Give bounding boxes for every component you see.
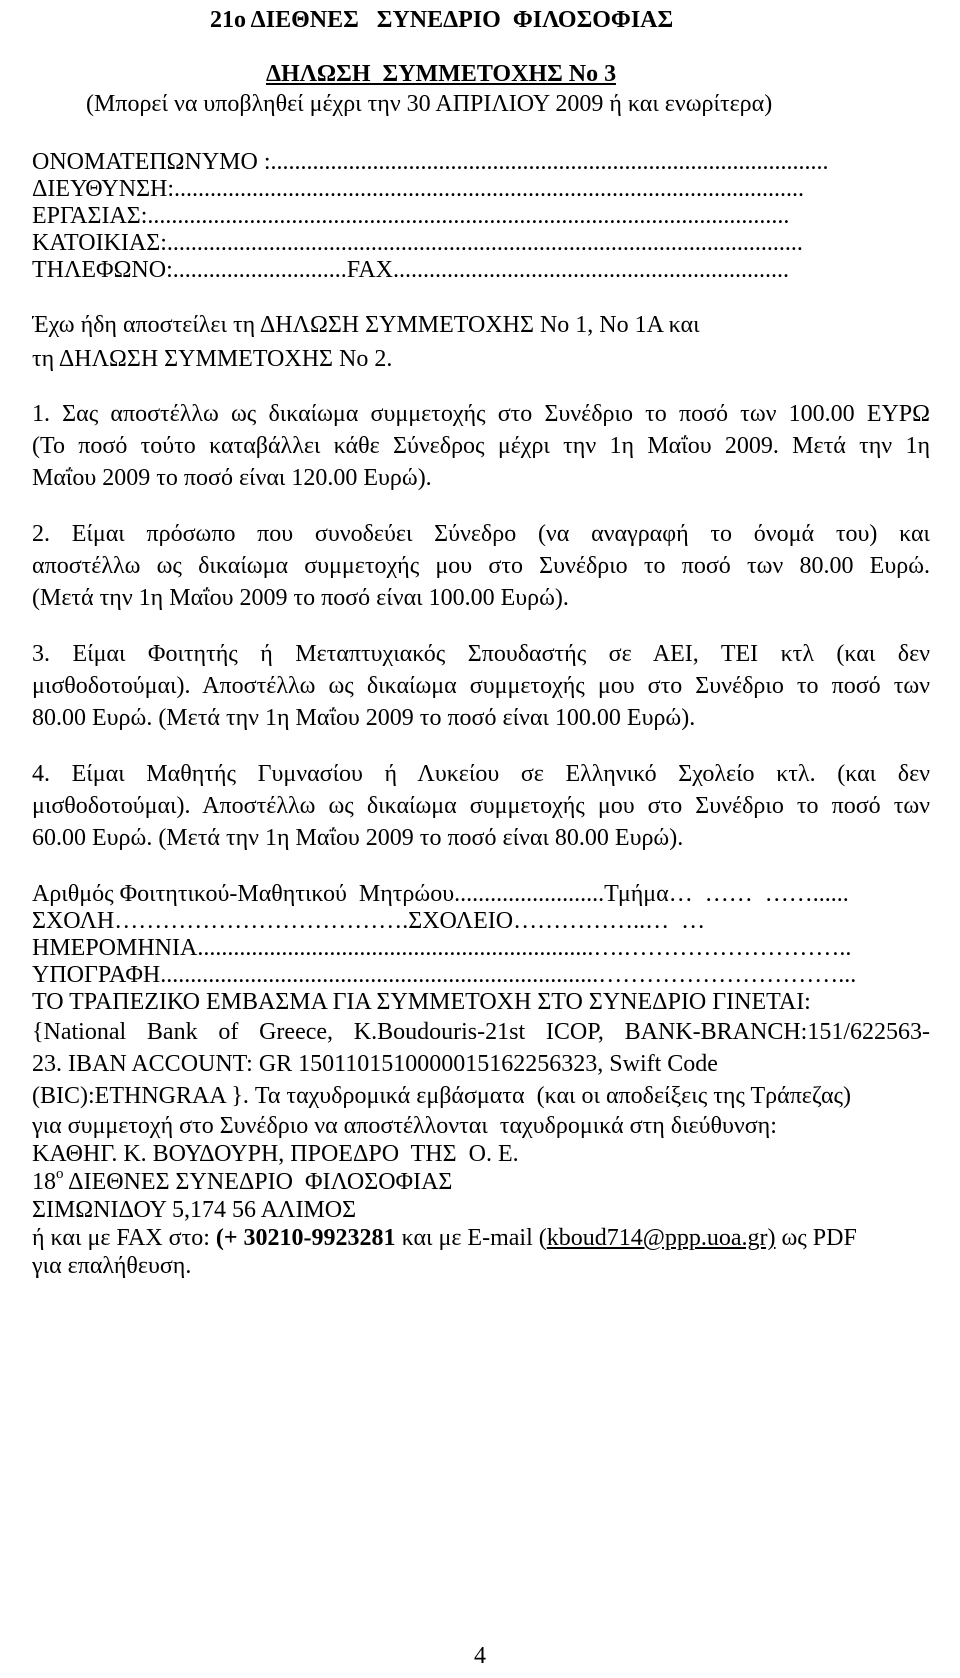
recipient-name: ΚΑΘΗΓ. Κ. ΒΟΥΔΟΥΡΗ, ΠΡΟΕΔΡΟ ΤΗΣ Ο. Ε. [32, 1141, 519, 1167]
organization-name: ΔΙΕΘΝΕΣ ΣΥΝΕΔΡΙΟ ΦΙΛΟΣΟΦΙΑΣ [63, 1169, 453, 1195]
option-3-line-3: 80.00 Ευρώ. (Μετά την 1η Μαΐου 2009 το ποσό είναι 100.00 Ευρώ). [32, 705, 696, 731]
date-field: ΗΜΕΡΟΜΗΝΙΑ..................................................................….……………………….. [32, 935, 852, 961]
bank-transfer-heading: ΤΟ ΤΡΑΠΕΖΙΚΟ ΕΜΒΑΣΜΑ ΓΙΑ ΣΥΜΜΕΤΟΧΗ ΣΤΟ ΣΥΝΕΔΡΙΟ ΓΙΝΕΤΑΙ: [32, 989, 811, 1015]
option-2-line-1: 2. Είμαι πρόσωπο που συνοδεύει Σύνεδρο (να αναγραφή το όνομά του) και [32, 521, 930, 547]
signature-field: ΥΠΟΓΡΑΦΗ.........................................................................…………………………... [32, 962, 857, 988]
address-field: ΔΙΕΥΘΥΝΣΗ:......................................................................................................... [32, 176, 805, 202]
registry-number-field: Αριθμός Φοιτητικού-Μαθητικού Μητρώου.........................Τμήμα… …… ……...... [32, 881, 849, 907]
option-2-line-2: αποστέλλω ως δικαίωμα συμμετοχής μου στο Συνέδριο το ποσό των 80.00 Ευρώ. [32, 553, 930, 579]
form-title: ΔΗΛΩΣΗ ΣΥΜΜΕΤΟΧΗΣ No 3 [266, 61, 617, 87]
option-1-line-1: 1. Σας αποστέλλω ως δικαίωμα συμμετοχής στο Συνέδριο το ποσό των 100.00 ΕΥΡΩ [32, 401, 930, 427]
option-2-line-3: (Μετά την 1η Μαΐου 2009 το ποσό είναι 100.00 Ευρώ). [32, 585, 569, 611]
home-address-field: ΚΑΤΟΙΚΙΑΣ:.......................................................................................................... [32, 230, 803, 256]
option-1-line-3: Μαΐου 2009 το ποσό είναι 120.00 Ευρώ). [32, 465, 432, 491]
option-3-line-2: μισθοδοτούμαι). Αποστέλλω ως δικαίωμα συμμετοχής μου στο Συνέδριο το ποσό των [32, 673, 930, 699]
pdf-note: ως PDF [775, 1225, 857, 1251]
deadline-note: (Μπορεί να υποβληθεί μέχρι την 30 ΑΠΡΙΛΙΟΥ 2009 ή και ενωρίτερα) [86, 91, 773, 117]
email-link[interactable]: kboud714@ppp.uoa.gr) [546, 1225, 776, 1251]
page-number: 4 [474, 1643, 486, 1669]
option-3-line-1: 3. Είμαι Φοιτητής ή Μεταπτυχιακός Σπουδαστής σε ΑΕΙ, ΤΕΙ κτλ (και δεν [32, 641, 930, 667]
bank-details-line-4: για συμμετοχή στο Συνέδριο να αποστέλλονται ταχυδρομικά στη διεύθυνση: [32, 1113, 777, 1139]
bank-details-line-1: {National Bank of Greece, K.Boudouris-21st ICOP, BANK-BRANCH:151/622563- [32, 1019, 930, 1045]
prior-submission-line-1: Έχω ήδη αποστείλει τη ΔΗΛΩΣΗ ΣΥΜΜΕΤΟΧΗΣ No 1, No 1A και [32, 312, 700, 338]
ordinal-number: 18 [32, 1169, 56, 1195]
ordinal-superscript: ο [56, 1166, 64, 1182]
fax-number: (+ 30210-9923281 [215, 1225, 396, 1251]
recipient-address: ΣΙΜΩΝΙΔΟΥ 5,174 56 ΑΛΙΜΟΣ [32, 1197, 357, 1223]
email-label: και με E-mail ( [395, 1225, 547, 1251]
option-4-line-3: 60.00 Ευρώ. (Μετά την 1η Μαΐου 2009 το ποσό είναι 80.00 Ευρώ). [32, 825, 684, 851]
verification-note: για επαλήθευση. [32, 1253, 192, 1279]
option-1-line-2: (Το ποσό τούτο καταβάλλει κάθε Σύνεδρος μέχρι την 1η Μαΐου 2009. Μετά την 1η [32, 433, 930, 459]
bank-details-line-2: 23. IBAN ACCOUNT: GR 1501101510000015162256323, Swift Code [32, 1051, 718, 1077]
bank-details-line-3: (BIC):ETHNGRAA }. Τα ταχυδρομικά εμβάσματα (και οι αποδείξεις της Τράπεζας) [32, 1083, 852, 1109]
school-field: ΣΧΟΛΗ……………………………….ΣΧΟΛΕΙΟ……………..… … [32, 908, 706, 934]
work-address-field: ΕΡΓΑΣΙΑΣ:........................................................................................................... [32, 203, 790, 229]
congress-title: 21ο ΔΙΕΘΝΕΣ ΣΥΝΕΔΡΙΟ ΦΙΛΟΣΟΦΙΑΣ [210, 7, 674, 33]
option-4-line-2: μισθοδοτούμαι). Αποστέλλω ως δικαίωμα συμμετοχής μου στο Συνέδριο το ποσό των [32, 793, 930, 819]
name-field: ΟΝΟΜΑΤΕΠΩΝΥΜΟ :............................................................................................. [32, 149, 829, 175]
fax-label: ή και με FAX στο: [32, 1225, 216, 1251]
phone-fax-field: ΤΗΛΕΦΩΝΟ:.............................FAX.................................................................. [32, 257, 789, 283]
prior-submission-line-2: τη ΔΗΛΩΣΗ ΣΥΜΜΕΤΟΧΗΣ No 2. [32, 346, 393, 372]
option-4-line-1: 4. Είμαι Μαθητής Γυμνασίου ή Λυκείου σε Ελληνικό Σχολείο κτλ. (και δεν [32, 761, 930, 787]
